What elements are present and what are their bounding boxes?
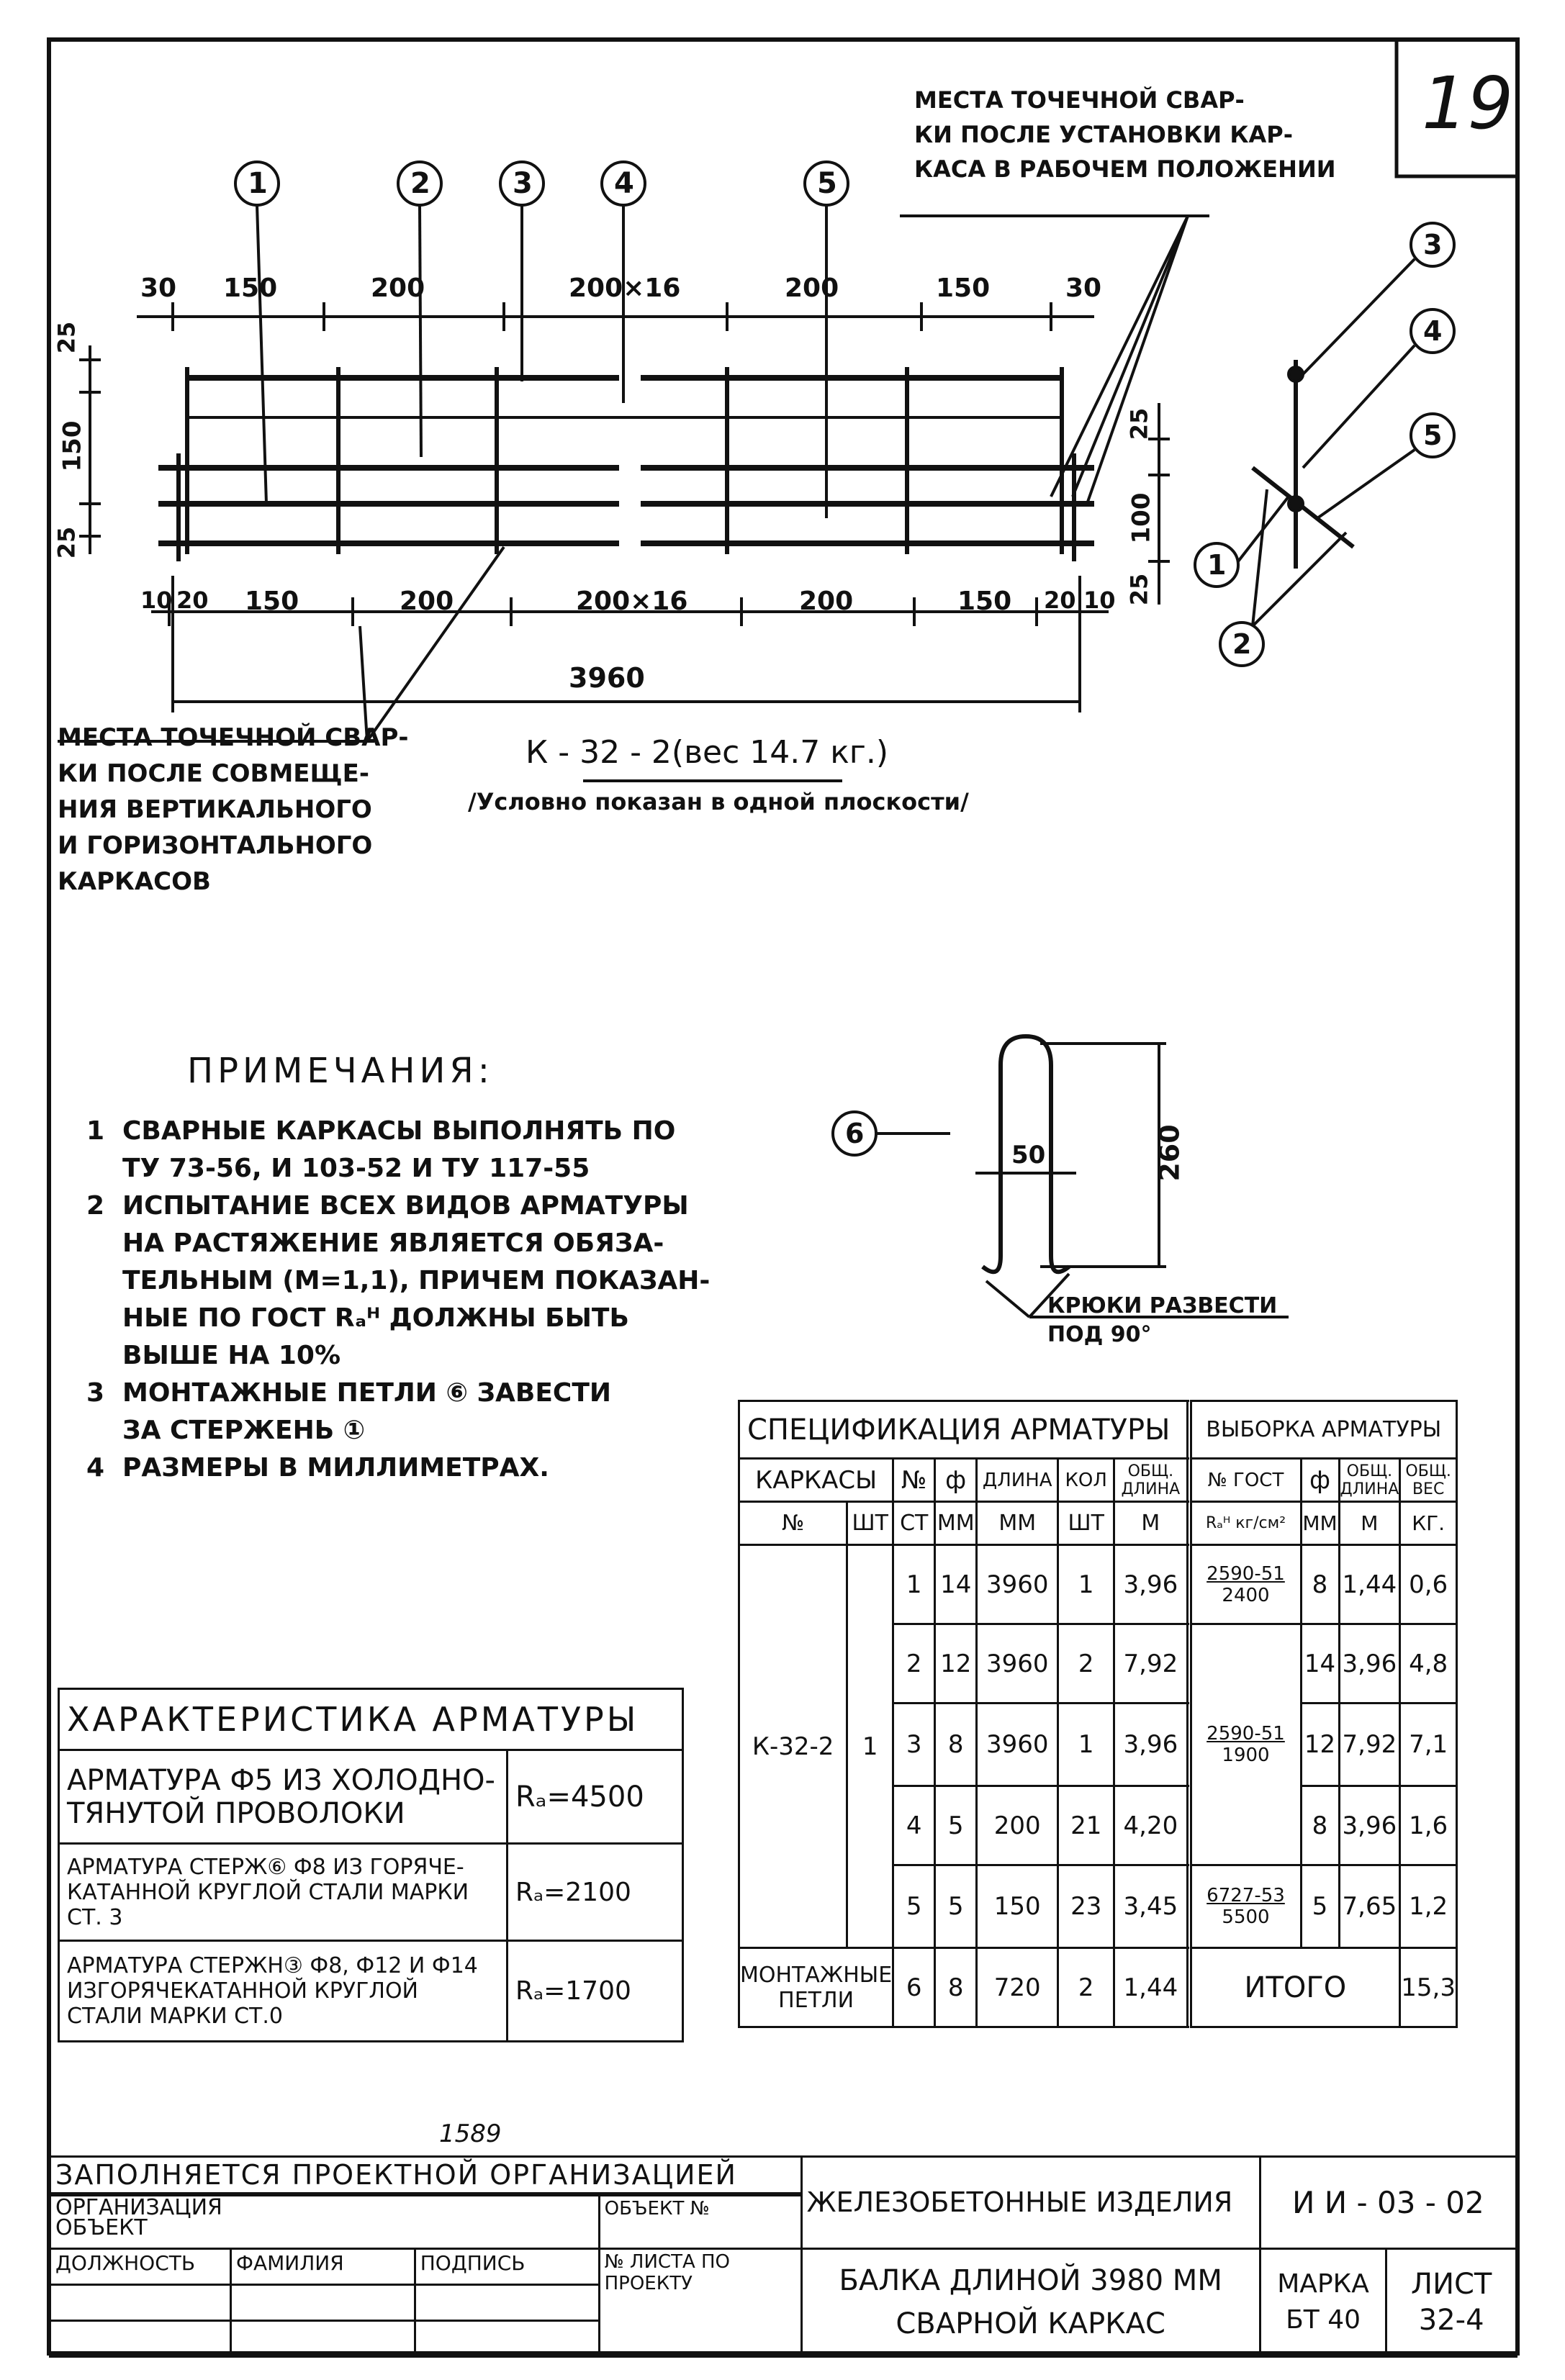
total-value: 15,3 (1400, 1948, 1457, 2027)
blank-cell (415, 2284, 599, 2320)
cell: 2 (1058, 1948, 1114, 2027)
hdr-mm2: ММ (1301, 1502, 1339, 1545)
note-line: МЕСТА ТОЧЕЧНОЙ СВАР- (58, 723, 409, 752)
loops-label: МОНТАЖНЫЕ ПЕТЛИ (739, 1948, 893, 2027)
char-value: Rₐ=4500 (508, 1750, 683, 1844)
callout-3: 3 (513, 167, 533, 200)
gost-num: 2590-51 (1207, 1562, 1285, 1585)
char-desc: АРМАТУРА СТЕРЖН③ Ф8, Ф12 И Ф14 ИЗГОРЯЧЕКАТАННОЙ КРУГЛОЙ СТАЛИ МАРКИ СТ.0 (59, 1941, 508, 2042)
hdr-phi2: ф (1301, 1459, 1339, 1502)
cell: 3,96 (1339, 1786, 1400, 1865)
note-line: НИЯ ВЕРТИКАЛЬНОГО (58, 795, 372, 824)
notes-list (86, 1113, 720, 1487)
note-line: И ГОРИЗОНТАЛЬНОГО (58, 831, 373, 860)
note-number: 3 (86, 1378, 105, 1408)
cell: 3960 (977, 1624, 1058, 1703)
note-left-welding (58, 720, 409, 900)
cell: 8 (1301, 1545, 1339, 1624)
gost-cell (1189, 1786, 1302, 1865)
note-line: РАЗМЕРЫ В МИЛЛИМЕТРАХ. (122, 1453, 549, 1483)
gost-cell (1189, 1865, 1302, 1948)
top-dim: 200 (371, 273, 425, 303)
mark-value: БТ 40 (1286, 2305, 1361, 2335)
sheet (1386, 2248, 1517, 2356)
hdr-gost: № ГОСТ (1189, 1459, 1302, 1502)
cell: 2 (893, 1624, 935, 1703)
callout-1: 1 (248, 167, 268, 200)
cell: 5 (935, 1865, 977, 1948)
org-label: ОРГАНИЗАЦИЯ (55, 2195, 222, 2220)
cell: 7,92 (1114, 1624, 1189, 1703)
note-number: 1 (86, 1116, 105, 1146)
total-length: 3960 (569, 662, 645, 694)
blank-cell (230, 2284, 415, 2320)
note-top-welding (914, 83, 1336, 186)
cell: 21 (1058, 1786, 1114, 1865)
cell: 720 (977, 1948, 1058, 2027)
char-value: Rₐ=2100 (508, 1844, 683, 1941)
frame-qty: 1 (847, 1545, 893, 1948)
section-label: 4 (1423, 315, 1443, 347)
section-label: 1 (1207, 549, 1227, 581)
cell: 1,2 (1400, 1865, 1457, 1948)
note-line: ТУ 73-56, И 103-52 И ТУ 117-55 (122, 1154, 590, 1183)
bottom-dim: 150 (957, 587, 1012, 616)
gost-num: 6727-53 (1207, 1885, 1285, 1906)
hdr-sht: ШТ (1058, 1502, 1114, 1545)
bottom-dim: 20 (1044, 587, 1076, 614)
loop-note (1047, 1292, 1277, 1349)
left-dim: 150 (58, 420, 87, 472)
cell: 14 (935, 1545, 977, 1624)
cell: 7,1 (1400, 1703, 1457, 1786)
sheet-number: 19 (1422, 61, 1514, 145)
top-dim: 200 (785, 273, 839, 303)
char-value: Rₐ=1700 (508, 1941, 683, 2042)
note-item (86, 1187, 720, 1375)
cell: 4,8 (1400, 1624, 1457, 1703)
top-dim: 30 (140, 273, 177, 303)
note-line: ТЕЛЬНЫМ (M=1,1), ПРИЧЕМ ПОКАЗАН- (122, 1266, 711, 1295)
hdr-total-weight: ОБЩ. ВЕС (1400, 1459, 1457, 1502)
blank-cell (50, 2284, 231, 2320)
bottom-dim: 10 (140, 587, 173, 614)
hdr-mm: ММ (977, 1502, 1058, 1545)
callout-4: 4 (614, 167, 634, 200)
cell: 3960 (977, 1703, 1058, 1786)
hdr-total-len: ОБЩ. ДЛИНА (1114, 1459, 1189, 1502)
sheet-proj: № ЛИСТА ПО ПРОЕКТУ (599, 2248, 801, 2356)
section-label: 2 (1232, 628, 1252, 660)
org-obj (50, 2194, 600, 2248)
right-dim: 25 (1125, 573, 1153, 606)
hdr-no: № (893, 1459, 935, 1502)
note-line: КРЮКИ РАЗВЕСТИ (1047, 1293, 1278, 1318)
callout-2: 2 (410, 167, 430, 200)
cell: 0,6 (1400, 1545, 1457, 1624)
blank-cell (50, 2320, 231, 2356)
drawing-subtitle: /Условно показан в одной плоскости/ (468, 788, 969, 815)
loop-callout: 6 (845, 1118, 865, 1149)
note-line: КАСА В РАБОЧЕМ ПОЛОЖЕНИИ (914, 155, 1336, 183)
cell: 3 (893, 1703, 935, 1786)
name-line-1: БАЛКА ДЛИНОЙ 3980 ММ (839, 2264, 1222, 2297)
filled-by: ЗАПОЛНЯЕТСЯ ПРОЕКТНОЙ ОРГАНИЗАЦИЕЙ (50, 2157, 802, 2195)
cell: 8 (935, 1703, 977, 1786)
note-item (86, 1449, 720, 1487)
note-item (86, 1375, 720, 1449)
note-line: НЫЕ ПО ГОСТ Rₐᴴ ДОЛЖНЫ БЫТЬ (122, 1303, 629, 1333)
right-dim: 100 (1127, 492, 1156, 544)
cell: 1,44 (1339, 1545, 1400, 1624)
cell: 3960 (977, 1545, 1058, 1624)
char-desc: АРМАТУРА СТЕРЖ⑥ Ф8 ИЗ ГОРЯЧЕ-КАТАННОЙ КРУГЛОЙ СТАЛИ МАРКИ СТ. 3 (59, 1844, 508, 1941)
cell: 150 (977, 1865, 1058, 1948)
mark (1260, 2248, 1386, 2356)
cell: 3,96 (1114, 1703, 1189, 1786)
total-label: ИТОГО (1189, 1948, 1400, 2027)
hdr-ra: Rₐᴴ кг/см² (1189, 1502, 1302, 1545)
bottom-dim: 10 (1083, 587, 1116, 614)
right-dim: 25 (1125, 407, 1153, 440)
spec-table (738, 1400, 1458, 2028)
position: ДОЛЖНОСТЬ (50, 2248, 231, 2284)
gost-cell (1189, 1545, 1302, 1624)
bottom-dim: 200 (799, 587, 854, 616)
selection-title: ВЫБОРКА АРМАТУРЫ (1189, 1401, 1457, 1459)
left-dim: 25 (53, 526, 81, 559)
cell: 8 (1301, 1786, 1339, 1865)
bottom-dim: 200×16 (576, 587, 688, 616)
cell: 23 (1058, 1865, 1114, 1948)
gost-cell (1189, 1703, 1302, 1786)
obj-label: ОБЪЕКТ (55, 2215, 148, 2240)
note-number: 4 (86, 1453, 105, 1483)
note-number: 2 (86, 1191, 105, 1221)
cell: 1,6 (1400, 1786, 1457, 1865)
note-item (86, 1113, 720, 1187)
drawing-title: К - 32 - 2(вес 14.7 кг.) (526, 734, 889, 771)
cell: 7,92 (1339, 1703, 1400, 1786)
mark-label: МАРКА (1277, 2269, 1369, 2299)
hdr-m: М (1114, 1502, 1189, 1545)
hdr-st: СТ (893, 1502, 935, 1545)
section-label: 3 (1423, 229, 1443, 261)
note-line: ЗА СТЕРЖЕНЬ ① (122, 1416, 366, 1445)
table-row (739, 1545, 1457, 1624)
cell: 2 (1058, 1624, 1114, 1703)
stamp-mark: 1589 (439, 2119, 502, 2148)
sheet-label: ЛИСТ (1410, 2268, 1492, 2301)
note-line: КИ ПОСЛЕ СОВМЕЩЕ- (58, 759, 369, 788)
top-dim: 30 (1065, 273, 1102, 303)
gost-cell (1189, 1624, 1302, 1703)
loop-width: 50 (1011, 1141, 1046, 1169)
note-line: КИ ПОСЛЕ УСТАНОВКИ КАР- (914, 121, 1293, 148)
title-name (801, 2248, 1260, 2356)
notes-heading: ПРИМЕЧАНИЯ: (187, 1051, 494, 1091)
cell: 14 (1301, 1624, 1339, 1703)
hdr-sht: ШТ (847, 1502, 893, 1545)
note-line: ВЫШЕ НА 10% (122, 1341, 341, 1370)
blank-cell (415, 2320, 599, 2356)
left-dim: 25 (53, 321, 81, 354)
note-line: СВАРНЫЕ КАРКАСЫ ВЫПОЛНЯТЬ ПО (122, 1116, 676, 1146)
cell: 6 (893, 1948, 935, 2027)
cell: 1 (1058, 1545, 1114, 1624)
cell: 4,20 (1114, 1786, 1189, 1865)
signature: ПОДПИСЬ (415, 2248, 599, 2284)
cell: 1 (893, 1545, 935, 1624)
note-line: НА РАСТЯЖЕНИЕ ЯВЛЯЕТСЯ ОБЯЗА- (122, 1229, 664, 1258)
cell: 1 (1058, 1703, 1114, 1786)
cell: 200 (977, 1786, 1058, 1865)
obj-no: ОБЪЕКТ № (599, 2194, 801, 2248)
bottom-dim: 150 (245, 587, 299, 616)
cell: 12 (935, 1624, 977, 1703)
gost-ra: 1900 (1222, 1745, 1270, 1766)
bottom-dim: 20 (176, 587, 209, 614)
note-line: МОНТАЖНЫЕ ПЕТЛИ ⑥ ЗАВЕСТИ (122, 1378, 612, 1408)
cell: 1,44 (1114, 1948, 1189, 2027)
sheet-value: 32-4 (1418, 2304, 1484, 2337)
cell: 8 (935, 1948, 977, 2027)
cell: 5 (893, 1865, 935, 1948)
gost-num: 2590-51 (1207, 1723, 1285, 1745)
gost-ra: 5500 (1222, 1906, 1270, 1928)
bottom-dim: 200 (400, 587, 454, 616)
hdr-length: ДЛИНА (977, 1459, 1058, 1502)
frame-name: К-32-2 (739, 1545, 847, 1948)
note-line: ПОД 90° (1047, 1322, 1152, 1347)
cell: 3,96 (1114, 1545, 1189, 1624)
spec-title: СПЕЦИФИКАЦИЯ АРМАТУРЫ (739, 1401, 1189, 1459)
table-row (739, 1948, 1457, 2027)
top-dim: 150 (936, 273, 991, 303)
name-line-2: СВАРНОЙ КАРКАС (896, 2307, 1165, 2340)
cell: 5 (935, 1786, 977, 1865)
surname: ФАМИЛИЯ (230, 2248, 415, 2284)
note-line: КАРКАСОВ (58, 867, 211, 896)
note-line: ИСПЫТАНИЕ ВСЕХ ВИДОВ АРМАТУРЫ (122, 1191, 689, 1221)
characteristics-table (58, 1688, 684, 2042)
blank-cell (230, 2320, 415, 2356)
code: И И - 03 - 02 (1260, 2157, 1516, 2249)
cell: 3,96 (1339, 1624, 1400, 1703)
cell: 3,45 (1114, 1865, 1189, 1948)
cell: 5 (1301, 1865, 1339, 1948)
loop-height: 260 (1153, 1124, 1186, 1182)
top-dim: 200×16 (569, 273, 681, 303)
callout-5: 5 (817, 167, 837, 200)
cell: 4 (893, 1786, 935, 1865)
category: ЖЕЛЕЗОБЕТОННЫЕ ИЗДЕЛИЯ (801, 2157, 1260, 2249)
cell: 12 (1301, 1703, 1339, 1786)
gost-ra: 2400 (1222, 1584, 1270, 1606)
hdr-phi: ф (935, 1459, 977, 1502)
characteristics-title: ХАРАКТЕРИСТИКА АРМАТУРЫ (59, 1689, 683, 1750)
title-block (49, 2155, 1517, 2358)
hdr-karkasy: КАРКАСЫ (739, 1459, 893, 1502)
notes-block (86, 1051, 720, 1487)
hdr-m2: М (1339, 1502, 1400, 1545)
cell: 7,65 (1339, 1865, 1400, 1948)
hdr-total-len2: ОБЩ. ДЛИНА (1339, 1459, 1400, 1502)
note-line: МЕСТА ТОЧЕЧНОЙ СВАР- (914, 86, 1245, 114)
char-desc: АРМАТУРА Ф5 ИЗ ХОЛОДНО-ТЯНУТОЙ ПРОВОЛОКИ (59, 1750, 508, 1844)
section-label: 5 (1423, 420, 1443, 451)
hdr-kg: КГ. (1400, 1502, 1457, 1545)
hdr-num: № (739, 1502, 847, 1545)
top-dim: 150 (223, 273, 278, 303)
hdr-qty: КОЛ (1058, 1459, 1114, 1502)
hdr-mm: ММ (935, 1502, 977, 1545)
